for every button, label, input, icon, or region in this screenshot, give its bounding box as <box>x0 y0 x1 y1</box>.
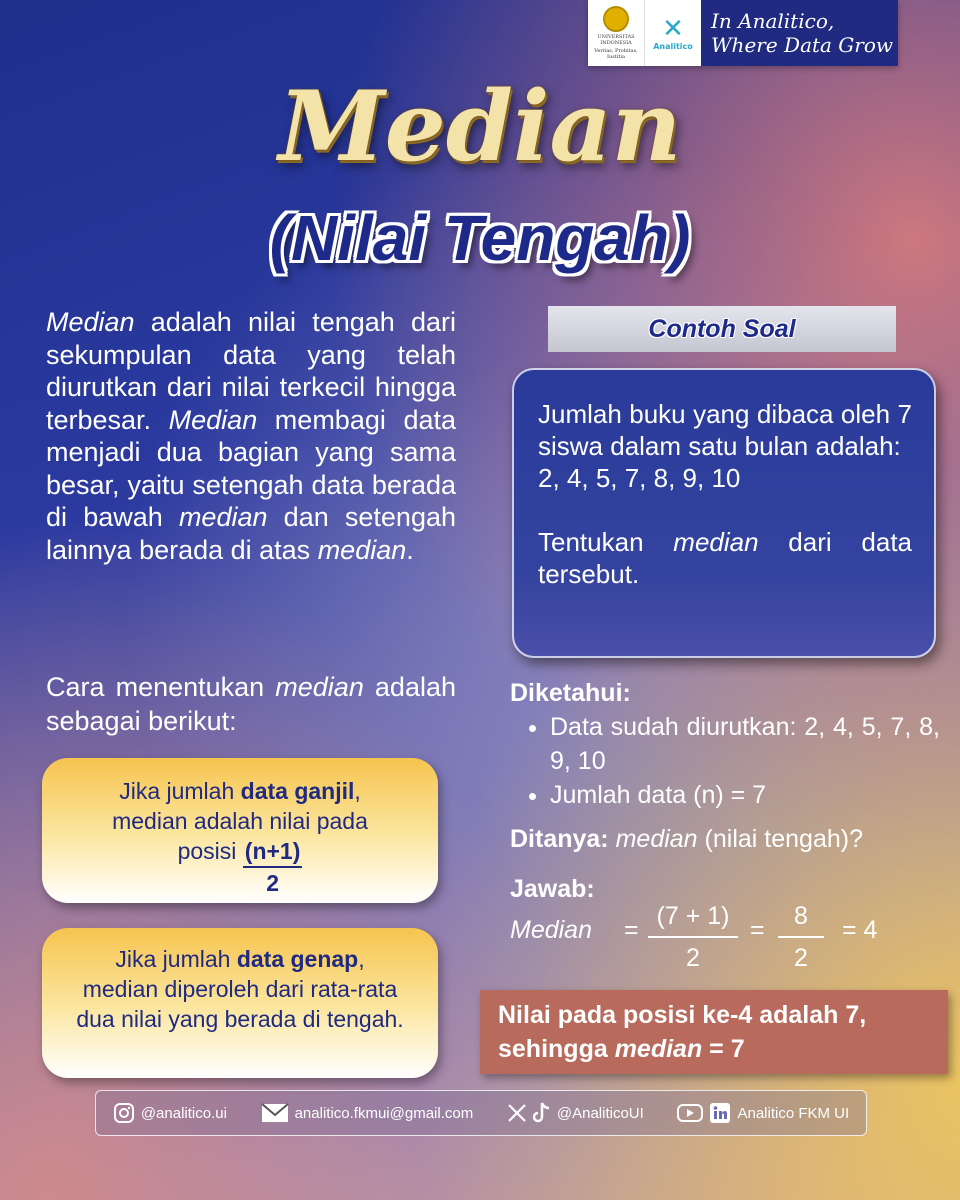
rule-odd-card <box>42 758 438 903</box>
rule-odd-fraction-den: 2 <box>266 870 279 896</box>
social-footer <box>95 1090 867 1136</box>
rule-even-card <box>42 928 438 1078</box>
howto-paragraph <box>46 670 456 738</box>
rule-odd-text-c: , <box>354 778 361 804</box>
intro-text-1: adalah nilai tengah dari sekumpulan data yang telah diurutkan dari nilai terkecil hingga terbesar. <box>46 307 456 435</box>
known-section <box>510 676 940 812</box>
x-tiktok-handle: @AnaliticoUI <box>556 1104 644 1122</box>
instagram-handle: @analitico.ui <box>140 1104 227 1122</box>
conclusion-term: median <box>614 1035 703 1063</box>
question-prompt-a: Tentukan <box>538 527 674 557</box>
question-data: 2, 4, 5, 7, 8, 9, 10 <box>538 463 741 493</box>
university-seal-icon <box>603 6 629 32</box>
list-item: • Jumlah data (n) = 7 <box>550 778 940 812</box>
university-logo <box>588 0 644 66</box>
question-prompt-term: median <box>673 527 759 557</box>
conclusion-line-1: Nilai pada posisi ke-4 adalah 7, <box>498 1001 867 1029</box>
equation-equals-2: = <box>750 916 765 944</box>
header-badge <box>588 0 898 66</box>
howto-text-c: adalah sebagai berikut: <box>46 672 456 736</box>
intro-term-3: median <box>178 502 268 532</box>
question-prompt <box>538 526 912 590</box>
slogan-line-1: In Analitico, <box>711 9 835 33</box>
rule-even-text-c: , <box>358 946 365 972</box>
rule-even-keyword: data genap <box>236 946 359 972</box>
conclusion-text-c: = 7 <box>702 1035 745 1063</box>
rule-odd-fraction <box>243 836 303 898</box>
rule-even-text-d: median diperoleh dari rata-rata dua nilai yang berada di tengah. <box>76 976 404 1032</box>
asked-section <box>510 822 950 856</box>
intro-text-4: . <box>406 534 414 565</box>
known-list <box>510 710 940 812</box>
fraction-2-numerator: 8 <box>778 902 824 938</box>
intro-term-2: Median <box>168 404 258 435</box>
intro-term-4: median <box>317 534 407 565</box>
known-label: Diketahui: <box>510 679 631 707</box>
howto-text-a: Cara menentukan <box>46 672 276 702</box>
fraction-2-denominator: 2 <box>794 944 808 972</box>
equation-equals-1: = <box>624 916 639 944</box>
conclusion-text-a: sehingga <box>498 1035 615 1063</box>
analitico-logo-text: Analitico <box>653 41 693 51</box>
rule-odd-text-e: posisi <box>177 838 243 864</box>
linkedin-icon <box>709 1102 731 1124</box>
slogan-line-2: Where Data Grow <box>711 33 894 57</box>
footer-email[interactable] <box>261 1103 474 1123</box>
youtube-linkedin-handle: Analitico FKM UI <box>737 1104 850 1122</box>
asked-term: median <box>615 825 698 853</box>
footer-instagram[interactable] <box>113 1102 227 1124</box>
question-prompt-c: dari data tersebut. <box>538 527 913 589</box>
equation-fraction-1 <box>648 902 738 973</box>
youtube-icon <box>677 1103 703 1123</box>
university-motto: Veritas, Probitas, Iustitia <box>594 48 638 60</box>
intro-paragraph <box>46 306 456 566</box>
equation-result: = 4 <box>842 916 878 944</box>
intro-text-3: dan setengah lainnya berada di atas <box>46 502 456 565</box>
intro-text-2: membagi data menjadi dua bagian yang sama besar, yaitu setengah data berada di bawah <box>46 404 456 532</box>
asked-label: Ditanya: <box>510 825 609 853</box>
howto-term: median <box>275 672 364 702</box>
email-address: analitico.fkmui@gmail.com <box>294 1104 474 1122</box>
equation-fraction-2 <box>778 902 824 973</box>
analitico-mark-icon: ✕ <box>662 13 684 44</box>
rule-odd-fraction-num: (n+1) <box>243 836 303 868</box>
intro-term-1: Median <box>46 307 135 337</box>
page-subtitle: (Nilai Tengah) <box>269 202 691 274</box>
page-title: Median <box>278 70 682 183</box>
list-item: • Data sudah diurutkan: 2, 4, 5, 7, 8, 9, 10 <box>550 710 940 778</box>
median-equation <box>510 902 930 978</box>
instagram-icon <box>113 1102 135 1124</box>
example-question-card <box>512 368 936 658</box>
university-name: UNIVERSITAS INDONESIA <box>597 34 635 46</box>
rule-odd-text-d: median adalah nilai pada <box>112 808 368 834</box>
example-label: Contoh Soal <box>548 306 896 352</box>
x-icon <box>507 1103 527 1123</box>
fraction-1-denominator: 2 <box>686 944 700 972</box>
rule-odd-keyword: data ganjil <box>240 778 355 804</box>
equation-lhs: Median <box>510 916 592 944</box>
mail-icon <box>261 1103 289 1123</box>
conclusion-line-2 <box>498 1032 930 1066</box>
conclusion-box <box>480 990 948 1074</box>
tiktok-icon <box>533 1102 551 1124</box>
answer-label: Jawab: <box>510 875 595 903</box>
rule-even-text-a: Jika jumlah <box>115 946 237 972</box>
footer-youtube-linkedin[interactable] <box>677 1102 849 1124</box>
question-line-1: Jumlah buku yang dibaca oleh 7 siswa dalam satu bulan adalah: <box>538 399 912 461</box>
rule-odd-text-a: Jika jumlah <box>119 778 241 804</box>
footer-x-tiktok[interactable] <box>507 1102 644 1124</box>
analitico-logo <box>644 0 701 66</box>
slogan <box>701 0 898 66</box>
asked-text: (nilai tengah)? <box>697 825 863 853</box>
fraction-1-numerator: (7 + 1) <box>648 902 738 938</box>
